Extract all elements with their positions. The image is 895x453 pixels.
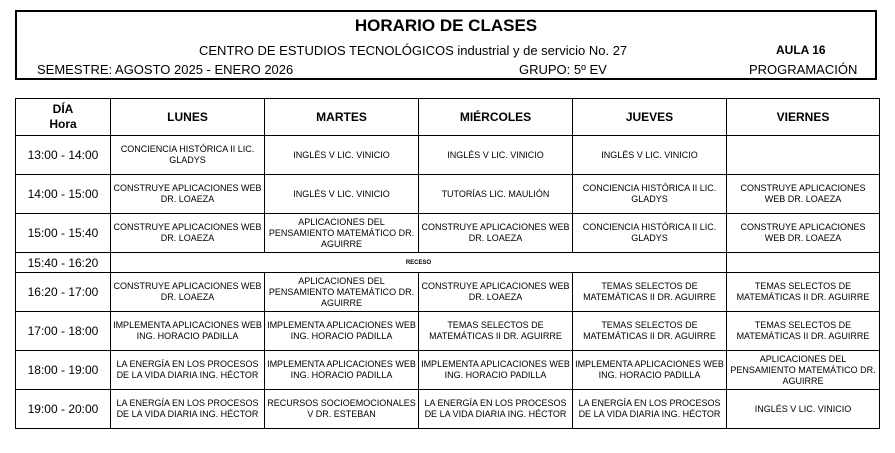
recess-row	[16, 253, 880, 273]
recess-label: RECESO	[111, 253, 727, 273]
class-cell: CONSTRUYE APLICACIONES WEB DR. LOAEZA	[419, 273, 573, 312]
time-slot: 17:00 - 18:00	[16, 312, 111, 351]
class-cell: CONCIENCIA HISTÓRICA II LIC. GLADYS	[573, 214, 727, 253]
table-row	[16, 214, 880, 253]
schedule-header	[15, 10, 877, 80]
schedule-table	[15, 98, 880, 429]
class-cell: LA ENERGÍA EN LOS PROCESOS DE LA VIDA DIARIA ING. HÉCTOR	[111, 390, 265, 429]
class-cell: CONSTRUYE APLICACIONES WEB DR. LOAEZA	[111, 273, 265, 312]
table-header-row	[16, 99, 880, 136]
class-cell: INGLÉS V LIC. VINICIO	[727, 390, 880, 429]
school-name: CENTRO DE ESTUDIOS TECNOLÓGICOS industrial y de servicio No. 27	[199, 43, 628, 58]
page-title: HORARIO DE CLASES	[354, 16, 538, 35]
table-row	[16, 312, 880, 351]
class-cell: APLICACIONES DEL PENSAMIENTO MATEMÁTICO DR. AGUIRRE	[265, 214, 419, 253]
class-cell: TEMAS SELECTOS DE MATEMÁTICAS II DR. AGUIRRE	[573, 312, 727, 351]
class-cell: LA ENERGÍA EN LOS PROCESOS DE LA VIDA DIARIA ING. HÉCTOR	[111, 351, 265, 390]
class-cell: IMPLEMENTA APLICACIONES WEB ING. HORACIO PADILLA	[265, 312, 419, 351]
class-cell: LA ENERGÍA EN LOS PROCESOS DE LA VIDA DIARIA ING. HÉCTOR	[573, 390, 727, 429]
time-slot: 16:20 - 17:00	[16, 273, 111, 312]
class-cell: INGLÉS V LIC. VINICIO	[573, 136, 727, 175]
specialty-label: PROGRAMACIÓN	[749, 62, 858, 77]
day-header-miercoles: MIÉRCOLES	[419, 99, 573, 136]
class-cell: CONCIENCIA HISTÓRICA II LIC. GLADYS	[573, 175, 727, 214]
class-cell: INGLÉS V LIC. VINICIO	[419, 136, 573, 175]
class-cell: TUTORÍAS LIC. MAULIÓN	[419, 175, 573, 214]
class-cell: TEMAS SELECTOS DE MATEMÁTICAS II DR. AGUIRRE	[573, 273, 727, 312]
group-label: GRUPO: 5º EV	[519, 62, 607, 77]
table-row	[16, 175, 880, 214]
class-cell: RECURSOS SOCIOEMOCIONALES V DR. ESTEBAN	[265, 390, 419, 429]
class-cell: INGLÉS V LIC. VINICIO	[265, 136, 419, 175]
time-slot: 15:00 - 15:40	[16, 214, 111, 253]
time-slot: 13:00 - 14:00	[16, 136, 111, 175]
empty-cell	[727, 253, 880, 273]
day-hour-header	[16, 99, 111, 136]
time-slot: 15:40 - 16:20	[16, 253, 111, 273]
class-cell: INGLÉS V LIC. VINICIO	[265, 175, 419, 214]
day-header-viernes: VIERNES	[727, 99, 880, 136]
class-cell: IMPLEMENTA APLICACIONES WEB ING. HORACIO PADILLA	[111, 312, 265, 351]
class-cell: IMPLEMENTA APLICACIONES WEB ING. HORACIO PADILLA	[265, 351, 419, 390]
class-cell: LA ENERGÍA EN LOS PROCESOS DE LA VIDA DIARIA ING. HÉCTOR	[419, 390, 573, 429]
class-cell: CONCIENCIA HISTÓRICA II LIC. GLADYS	[111, 136, 265, 175]
class-cell: TEMAS SELECTOS DE MATEMÁTICAS II DR. AGUIRRE	[727, 312, 880, 351]
class-cell: CONSTRUYE APLICACIONES WEB DR. LOAEZA	[727, 214, 880, 253]
class-cell: IMPLEMENTA APLICACIONES WEB ING. HORACIO PADILLA	[419, 351, 573, 390]
table-row	[16, 273, 880, 312]
semester-label: SEMESTRE: AGOSTO 2025 - ENERO 2026	[37, 62, 294, 77]
class-cell: IMPLEMENTA APLICACIONES WEB ING. HORACIO PADILLA	[573, 351, 727, 390]
time-slot: 18:00 - 19:00	[16, 351, 111, 390]
class-cell	[727, 136, 880, 175]
time-slot: 19:00 - 20:00	[16, 390, 111, 429]
day-header-jueves: JUEVES	[573, 99, 727, 136]
class-cell: TEMAS SELECTOS DE MATEMÁTICAS II DR. AGUIRRE	[727, 273, 880, 312]
class-cell: TEMAS SELECTOS DE MATEMÁTICAS II DR. AGUIRRE	[419, 312, 573, 351]
time-slot: 14:00 - 15:00	[16, 175, 111, 214]
day-header-lunes: LUNES	[111, 99, 265, 136]
table-row	[16, 351, 880, 390]
hour-label: Hora	[49, 117, 77, 131]
day-header-martes: MARTES	[265, 99, 419, 136]
class-cell: CONSTRUYE APLICACIONES WEB DR. LOAEZA	[727, 175, 880, 214]
table-row	[16, 390, 880, 429]
class-cell: CONSTRUYE APLICACIONES WEB DR. LOAEZA	[111, 214, 265, 253]
table-row	[16, 136, 880, 175]
class-cell: APLICACIONES DEL PENSAMIENTO MATEMÁTICO DR. AGUIRRE	[265, 273, 419, 312]
day-label: DÍA	[52, 102, 74, 116]
classroom-label: AULA 16	[776, 43, 826, 57]
class-cell: CONSTRUYE APLICACIONES WEB DR. LOAEZA	[111, 175, 265, 214]
class-cell: APLICACIONES DEL PENSAMIENTO MATEMÁTICO DR. AGUIRRE	[727, 351, 880, 390]
class-cell: CONSTRUYE APLICACIONES WEB DR. LOAEZA	[419, 214, 573, 253]
